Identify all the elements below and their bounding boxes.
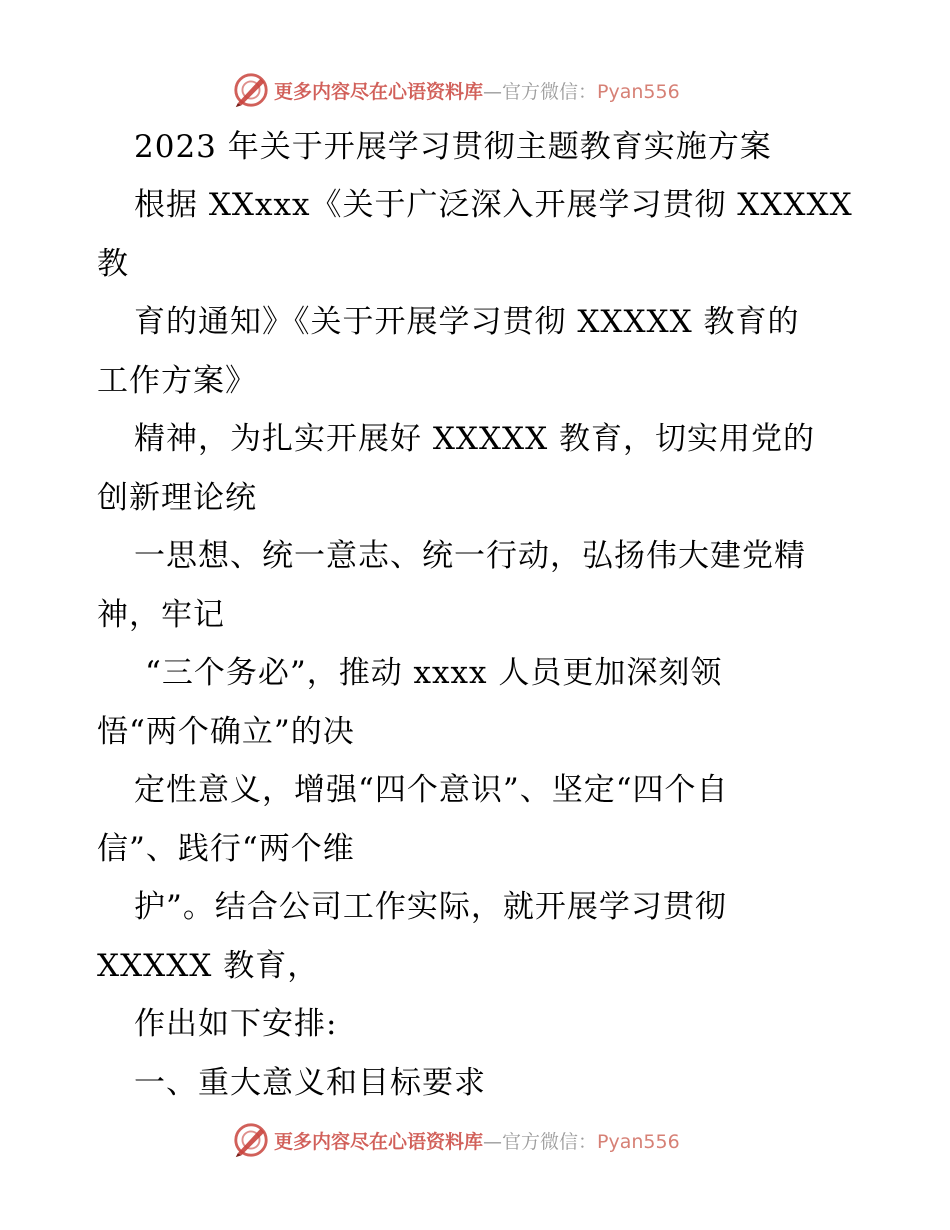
- watermark-brand: 更多内容尽在心语资料库: [274, 80, 484, 103]
- paragraph-line: XXXXX 教育，: [97, 948, 320, 984]
- watermark-separator: —: [483, 1130, 503, 1153]
- watermark-wechat-id: Pyan556: [597, 80, 680, 103]
- paragraph-line: 精神，为扎实开展好 XXXXX 教育，切实用党的: [134, 421, 816, 457]
- watermark-separator: —: [483, 80, 503, 103]
- section-heading: 一、重大意义和目标要求: [134, 1065, 486, 1101]
- paragraph-line: 神，牢记: [97, 597, 225, 633]
- paragraph-line: 根据 XXxxx《关于广泛深入开展学习贯彻 XXXXX: [134, 187, 853, 223]
- red-pen-logo-icon: [232, 71, 270, 109]
- footer-watermark: [232, 1120, 712, 1160]
- paragraph-line: 育的通知》《关于开展学习贯彻 XXXXX 教育的: [134, 304, 800, 340]
- paragraph-line: 创新理论统: [97, 480, 257, 516]
- paragraph-line: 一思想、统一意志、统一行动，弘扬伟大建党精: [134, 538, 806, 574]
- paragraph-line: 护”。结合公司工作实际，就开展学习贯彻: [134, 889, 727, 925]
- watermark-wechat-label: 官方微信：: [502, 1130, 598, 1153]
- paragraph-line: 信”、践行“两个维: [97, 831, 355, 867]
- watermark-wechat-label: 官方微信：: [502, 80, 598, 103]
- paragraph-line: 教: [97, 246, 129, 282]
- paragraph-line: 工作方案》: [97, 363, 257, 399]
- watermark-text: [274, 77, 680, 104]
- watermark-brand: 更多内容尽在心语资料库: [274, 1130, 484, 1153]
- paragraph-line: 定性意义，增强“四个意识”、坚定“四个自: [134, 772, 729, 808]
- header-watermark: [232, 70, 712, 110]
- paragraph-line: “三个务必”，推动 xxxx 人员更加深刻领: [145, 655, 723, 691]
- document-title: 2023 年关于开展学习贯彻主题教育实施方案: [134, 129, 772, 165]
- red-pen-logo-icon: [232, 1121, 270, 1159]
- paragraph-line: 悟“两个确立”的决: [97, 714, 355, 750]
- watermark-wechat-id: Pyan556: [597, 1130, 680, 1153]
- watermark-text: [274, 1127, 680, 1154]
- paragraph-line: 作出如下安排:: [134, 1006, 338, 1042]
